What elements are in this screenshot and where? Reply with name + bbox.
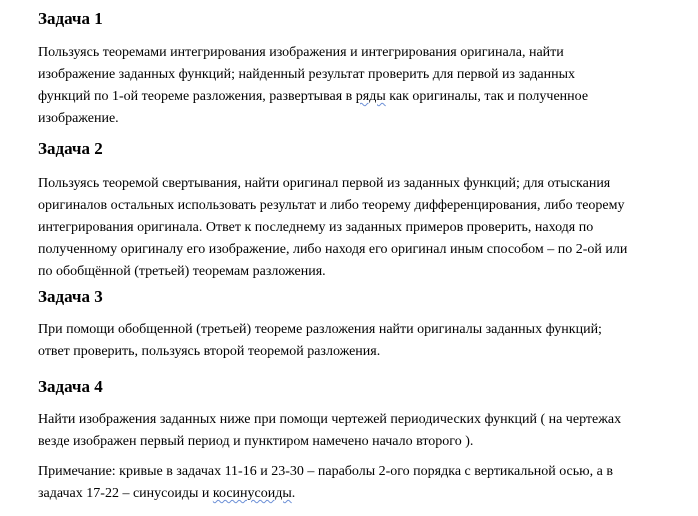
task-2-line-3: интегрирования оригинала. Ответ к последнему из заданных примеров проверить, находя по: [38, 220, 594, 235]
task-2-line-5: по обобщённой (третьей) теоремам разложения.: [38, 264, 326, 279]
task-3-line-2: ответ проверить, пользуясь второй теоремой разложения.: [38, 344, 381, 359]
task-3-paragraph: [38, 319, 696, 363]
task-2-line-4: полученному оригиналу его изображение, либо находя его оригинал иным способом – по 2-ой или: [38, 242, 628, 257]
task-1-line-3: [38, 86, 696, 108]
task-3-heading: Задача 3: [38, 287, 103, 306]
task-1-line-1: Пользуясь теоремами интегрирования изображения и интегрирования оригинала, найти: [38, 45, 564, 60]
spellcheck-word-kosinusoidy: косинусоиды: [212, 486, 292, 501]
task-1-heading: Задача 1: [38, 9, 103, 28]
task-4-note: [38, 461, 696, 505]
task-4-note-line-2-part-1: задачах 17-22 – синусоиды и: [38, 486, 213, 501]
task-1-line-3-part-1: функций по 1-ой теореме разложения, развертывая в: [38, 89, 356, 104]
task-2-line-1: Пользуясь теоремой свертывания, найти оригинал первой из заданных функций; для отыскания: [38, 176, 611, 191]
task-1-paragraph: [38, 42, 696, 130]
task-2-line-2: оригиналов остальных использовать результат и либо теорему дифференцирования, либо теорему: [38, 198, 625, 213]
task-1-line-2: изображение заданных функций; найденный результат проверить для первой из заданных: [38, 67, 576, 82]
task-1-line-4: изображение.: [38, 111, 119, 126]
task-2-heading: Задача 2: [38, 139, 103, 158]
task-4-note-line-2-part-3: .: [291, 486, 296, 501]
task-4-line-1: Найти изображения заданных ниже при помощи чертежей периодических функций ( на чертежах: [38, 412, 622, 427]
task-4-heading: Задача 4: [38, 377, 103, 396]
task-4-note-line-2: [38, 483, 696, 505]
task-4-note-line-1: Примечание: кривые в задачах 11-16 и 23-30 – параболы 2-ого порядка с вертикальной осью, а в: [38, 464, 613, 479]
spellcheck-word-riady: ряды: [355, 89, 386, 104]
task-4-paragraph: [38, 409, 696, 453]
task-4-line-2: везде изображен первый период и пунктиром намечено начало второго ).: [38, 434, 474, 449]
task-1-line-3-part-3: как оригиналы, так и полученное: [385, 89, 589, 104]
task-3-line-1: При помощи обобщенной (третьей) теореме разложения найти оригиналы заданных функций;: [38, 322, 602, 337]
task-2-paragraph: [38, 173, 696, 283]
